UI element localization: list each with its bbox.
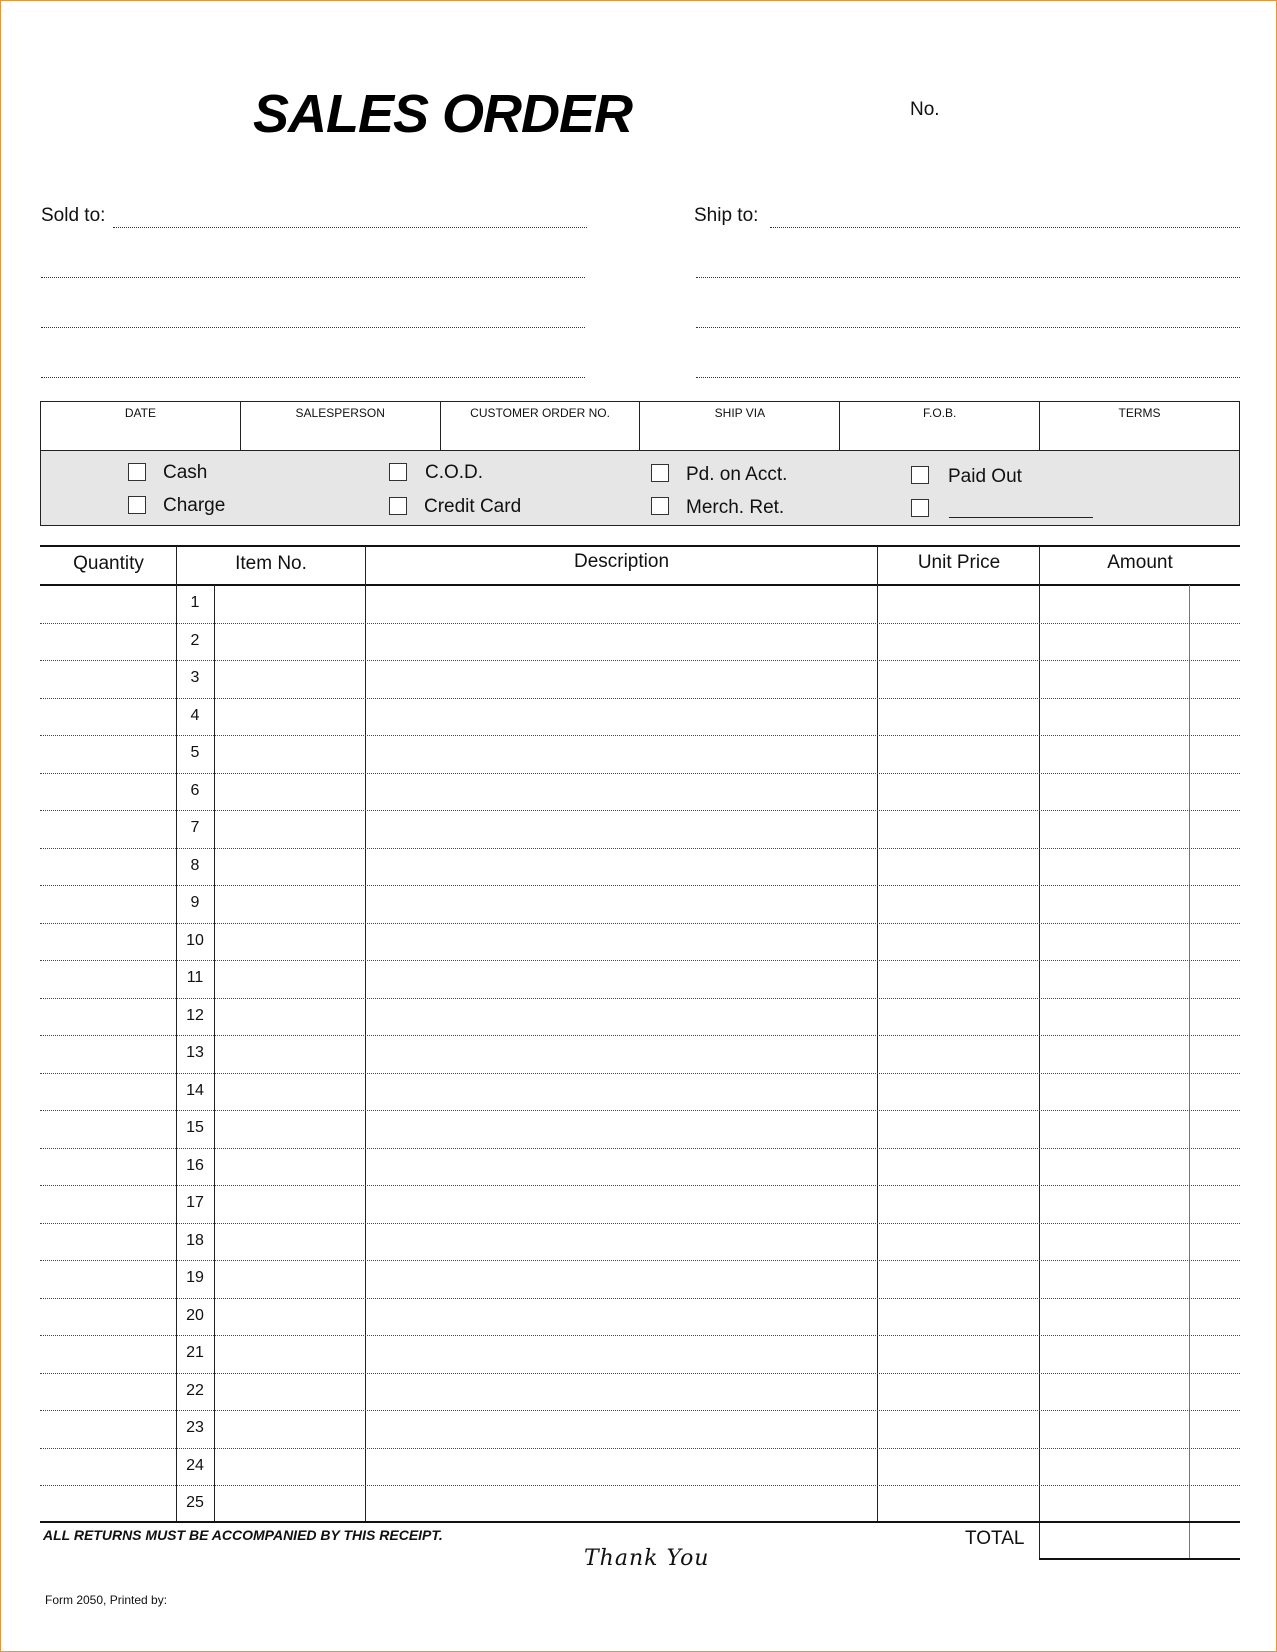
table-row[interactable] [40,698,1240,736]
row-number: 13 [186,1044,204,1061]
merchandise-return-label: Merch. Ret. [686,497,785,518]
table-row[interactable] [40,923,1240,961]
quantity-header: Quantity [73,553,144,574]
ship-to-line-2[interactable] [696,277,1240,278]
row-number: 9 [190,894,200,911]
paid-out-checkbox[interactable] [911,466,929,484]
sold-to-label: Sold to: [41,205,106,226]
other-checkbox[interactable] [911,499,929,517]
date-cell[interactable]: DATE [41,402,241,450]
row-number: 17 [186,1194,204,1211]
sold-to-line-4[interactable] [41,377,585,378]
table-row[interactable] [40,1035,1240,1073]
row-number: 22 [186,1381,204,1399]
order-info-header [41,402,1239,451]
table-row[interactable] [40,585,1240,623]
table-row[interactable] [40,1110,1240,1148]
thank-you-note: Thank You [584,1546,710,1571]
row-number: 20 [186,1306,204,1324]
cash-checkbox[interactable] [128,463,146,481]
ship-to-line-3[interactable] [696,327,1240,328]
cod-checkbox[interactable] [389,463,407,481]
returns-note: ALL RETURNS MUST BE ACCOMPANIED BY THIS RECEIPT. [43,1527,443,1543]
row-number: 4 [190,706,200,724]
payment-options [41,451,1239,525]
row-number: 12 [186,1006,204,1024]
table-row[interactable] [40,773,1240,811]
form-info: Form 2050, Printed by: [45,1593,168,1607]
items-table-top-rule [40,545,1240,547]
table-row[interactable] [40,885,1240,923]
ship-to-line-1[interactable] [770,227,1240,228]
salesperson-cell[interactable]: SALESPERSON [241,402,441,450]
table-row[interactable] [40,1260,1240,1298]
table-row[interactable] [40,1448,1240,1486]
total-label: TOTAL [965,1528,1025,1549]
row-number: 21 [186,1344,204,1361]
amount-header: Amount [1107,552,1173,573]
table-row[interactable] [40,810,1240,848]
row-number: 19 [186,1269,204,1286]
row-number: 24 [186,1456,204,1474]
table-row[interactable] [40,735,1240,773]
table-row[interactable] [40,1073,1240,1111]
cod-label: C.O.D. [425,462,484,483]
unit-price-header: Unit Price [917,552,1001,573]
customer-order-no-cell[interactable]: CUSTOMER ORDER NO. [441,402,641,450]
fob-cell[interactable]: F.O.B. [840,402,1040,450]
row-number: 10 [186,931,204,949]
paid-out-label: Paid Out [948,466,1022,487]
ship-via-cell[interactable]: SHIP VIA [640,402,840,450]
charge-label: Charge [163,495,226,516]
paid-on-account-checkbox[interactable] [651,464,669,482]
row-number: 18 [186,1231,204,1249]
form-title: SALES ORDER [253,84,633,144]
row-number: 3 [190,669,200,686]
row-number: 7 [190,819,200,836]
merchandise-return-checkbox[interactable] [651,497,669,515]
row-number: 8 [190,856,200,874]
table-row[interactable] [40,660,1240,698]
row-number: 1 [190,594,200,611]
table-row[interactable] [40,1185,1240,1223]
row-number: 23 [186,1419,204,1436]
table-row[interactable] [40,998,1240,1036]
table-row[interactable] [40,1373,1240,1411]
sold-to-line-2[interactable] [41,277,585,278]
order-number-label: No. [910,99,940,120]
row-number: 2 [190,631,200,649]
sold-to-line-3[interactable] [41,327,585,328]
terms-cell[interactable]: TERMS [1118,406,1161,420]
row-number: 5 [190,744,200,761]
row-number: 16 [186,1156,204,1174]
total-amount-field[interactable] [1040,1522,1240,1558]
table-row[interactable] [40,623,1240,661]
item-no-header: Item No. [235,553,307,574]
row-number: 11 [186,969,204,986]
paid-on-account-label: Pd. on Acct. [686,464,788,485]
row-number: 15 [186,1119,204,1136]
table-row[interactable] [40,848,1240,886]
row-number: 14 [186,1081,204,1099]
row-number: 25 [186,1494,204,1511]
description-header: Description [573,551,670,572]
row-number: 6 [190,781,200,799]
cash-label: Cash [163,462,208,483]
total-bottom-rule [1039,1558,1240,1560]
table-row[interactable] [40,1298,1240,1336]
table-row[interactable] [40,1485,1240,1523]
order-info-box [40,401,1240,526]
credit-card-checkbox[interactable] [389,497,407,515]
table-row[interactable] [40,1335,1240,1373]
table-row[interactable] [40,960,1240,998]
ship-to-line-4[interactable] [696,377,1240,378]
ship-to-label: Ship to: [694,205,759,226]
charge-checkbox[interactable] [128,496,146,514]
table-row[interactable] [40,1148,1240,1186]
credit-card-label: Credit Card [424,496,522,517]
table-row[interactable] [40,1410,1240,1448]
sold-to-line-1[interactable] [113,227,587,228]
other-blank-line[interactable] [949,517,1093,518]
table-row[interactable] [40,1223,1240,1261]
